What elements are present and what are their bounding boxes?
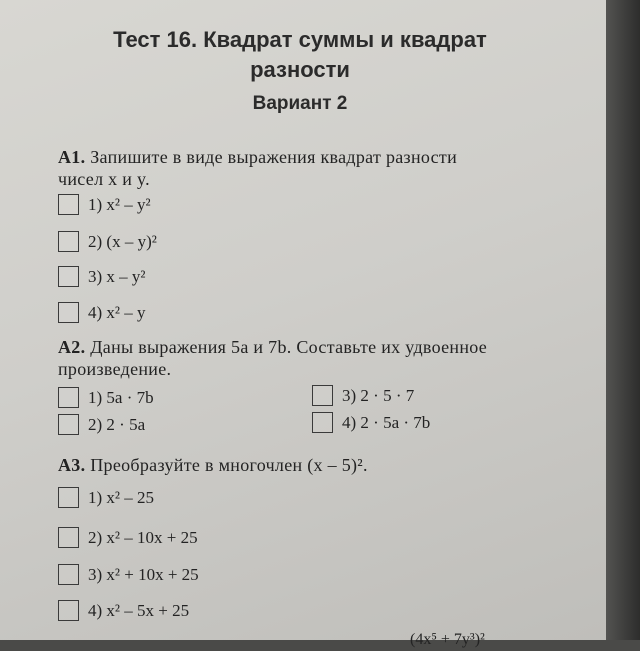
question-text: Преобразуйте в многочлен (x – 5)². (90, 455, 368, 475)
checkbox[interactable] (58, 231, 79, 252)
option-label: 2) 2 · 5a (88, 415, 146, 434)
cut-off-expression: (4x⁵ + 7y³)² (410, 631, 485, 648)
question-number: А3. (58, 455, 86, 475)
checkbox[interactable] (58, 414, 79, 435)
table-background (600, 0, 640, 640)
option-label: 3) x² + 10x + 25 (88, 565, 199, 584)
question-text: Запишите в виде выражения квадрат разности (90, 147, 458, 167)
variant-label: Вариант 2 (252, 93, 348, 114)
option-label: 2) x² – 10x + 25 (88, 528, 198, 547)
option-label: 1) 5a · 7b (88, 388, 154, 407)
checkbox[interactable] (58, 487, 79, 508)
checkbox[interactable] (312, 412, 333, 433)
question-text-cont: чисел x и y. (58, 169, 150, 189)
option-label: 3) 2 · 5 · 7 (342, 386, 415, 405)
question-a1 (58, 146, 558, 190)
question-text: Даны выражения 5a и 7b. Составьте их удвоенное (90, 337, 488, 357)
option-label: 1) x² – 25 (88, 488, 155, 507)
option-label: 4) 2 · 5a · 7b (342, 413, 431, 432)
page-title (60, 25, 540, 85)
option-label: 4) x² – y (88, 303, 146, 322)
question-a3 (58, 454, 558, 476)
option-label: 4) x² – 5x + 25 (88, 601, 190, 620)
question-a2 (58, 336, 558, 380)
option-label: 1) x² – y² (88, 195, 151, 214)
question-text-cont: произведение. (58, 359, 172, 379)
option-label: 3) x – y² (88, 267, 146, 286)
question-number: А2. (58, 337, 86, 357)
checkbox[interactable] (58, 527, 79, 548)
checkbox[interactable] (58, 564, 79, 585)
title-line-2: разности (250, 57, 350, 82)
question-number: А1. (58, 147, 86, 167)
checkbox[interactable] (312, 385, 333, 406)
title-line-1: Тест 16. Квадрат суммы и квадрат (113, 27, 487, 52)
checkbox[interactable] (58, 302, 79, 323)
checkbox[interactable] (58, 600, 79, 621)
option-label: 2) (x – y)² (88, 232, 157, 251)
checkbox[interactable] (58, 266, 79, 287)
checkbox[interactable] (58, 194, 79, 215)
checkbox[interactable] (58, 387, 79, 408)
